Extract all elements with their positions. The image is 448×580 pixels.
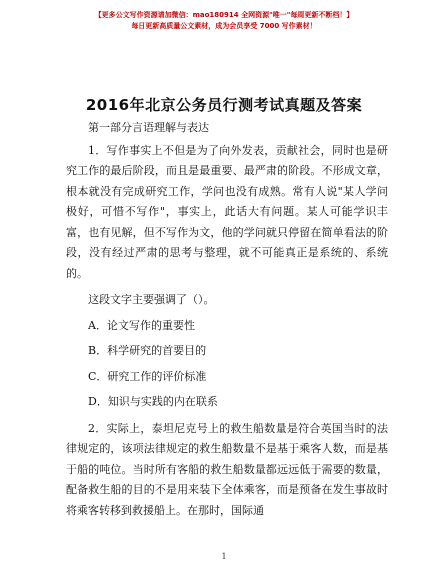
question-1-stem: 这段文字主要强调了（）。 (88, 293, 215, 306)
promo-banner-line-2: 每日更新高质量公文素材，成为会员享受 7000 写作素材！ (131, 22, 317, 30)
option-a: A．论文写作的重要性 (88, 318, 195, 332)
page-number: 1 (221, 552, 227, 561)
document-title: 2016年北京公务员行测考试真题及答案 (85, 96, 363, 114)
option-c: C．研究工作的评价标准 (88, 369, 207, 383)
option-b: B．科学研究的首要目的 (88, 344, 207, 357)
question-1-text: 1．写作事实上不但是为了向外发表，贡献社会，同时也是研究工作的最后阶段，而且是最重要、最严肃的阶段。不形成文章，根本就没有完成研究工作，学问也没有成熟。常有人说"某人学问极好，可惜不写作"，事实上，此话大有问题。某人可能学识丰富，也有见解，但不写作为文，他的学问就只停留在简单看法的阶段，没有经过严肃的思考与整理，就不可能真正是系统的、系统的。 (66, 143, 388, 280)
option-d: D．知识与实践的内在联系 (88, 395, 218, 408)
promo-banner-line-1: 【更多公文写作资源请加微信：mao180914 全网资源"唯一"每周更新不断档！】 (94, 11, 354, 19)
section-heading: 第一部分言语理解与表达 (88, 121, 209, 134)
question-2-text: 2．实际上，泰坦尼克号上的救生船数量是符合英国当时的法律规定的，该项法律规定的救生船数量不是基于乘客人数，而是基于船的吨位。当时所有客船的救生船数量都远远低于需要的数量，配备救生船的目的不是用来装下全体乘客，而是预备在发生事故时将乘客转移到救援船上。在那时，国际通 (66, 421, 388, 517)
promo-banner (0, 10, 448, 32)
document-body (66, 118, 388, 521)
